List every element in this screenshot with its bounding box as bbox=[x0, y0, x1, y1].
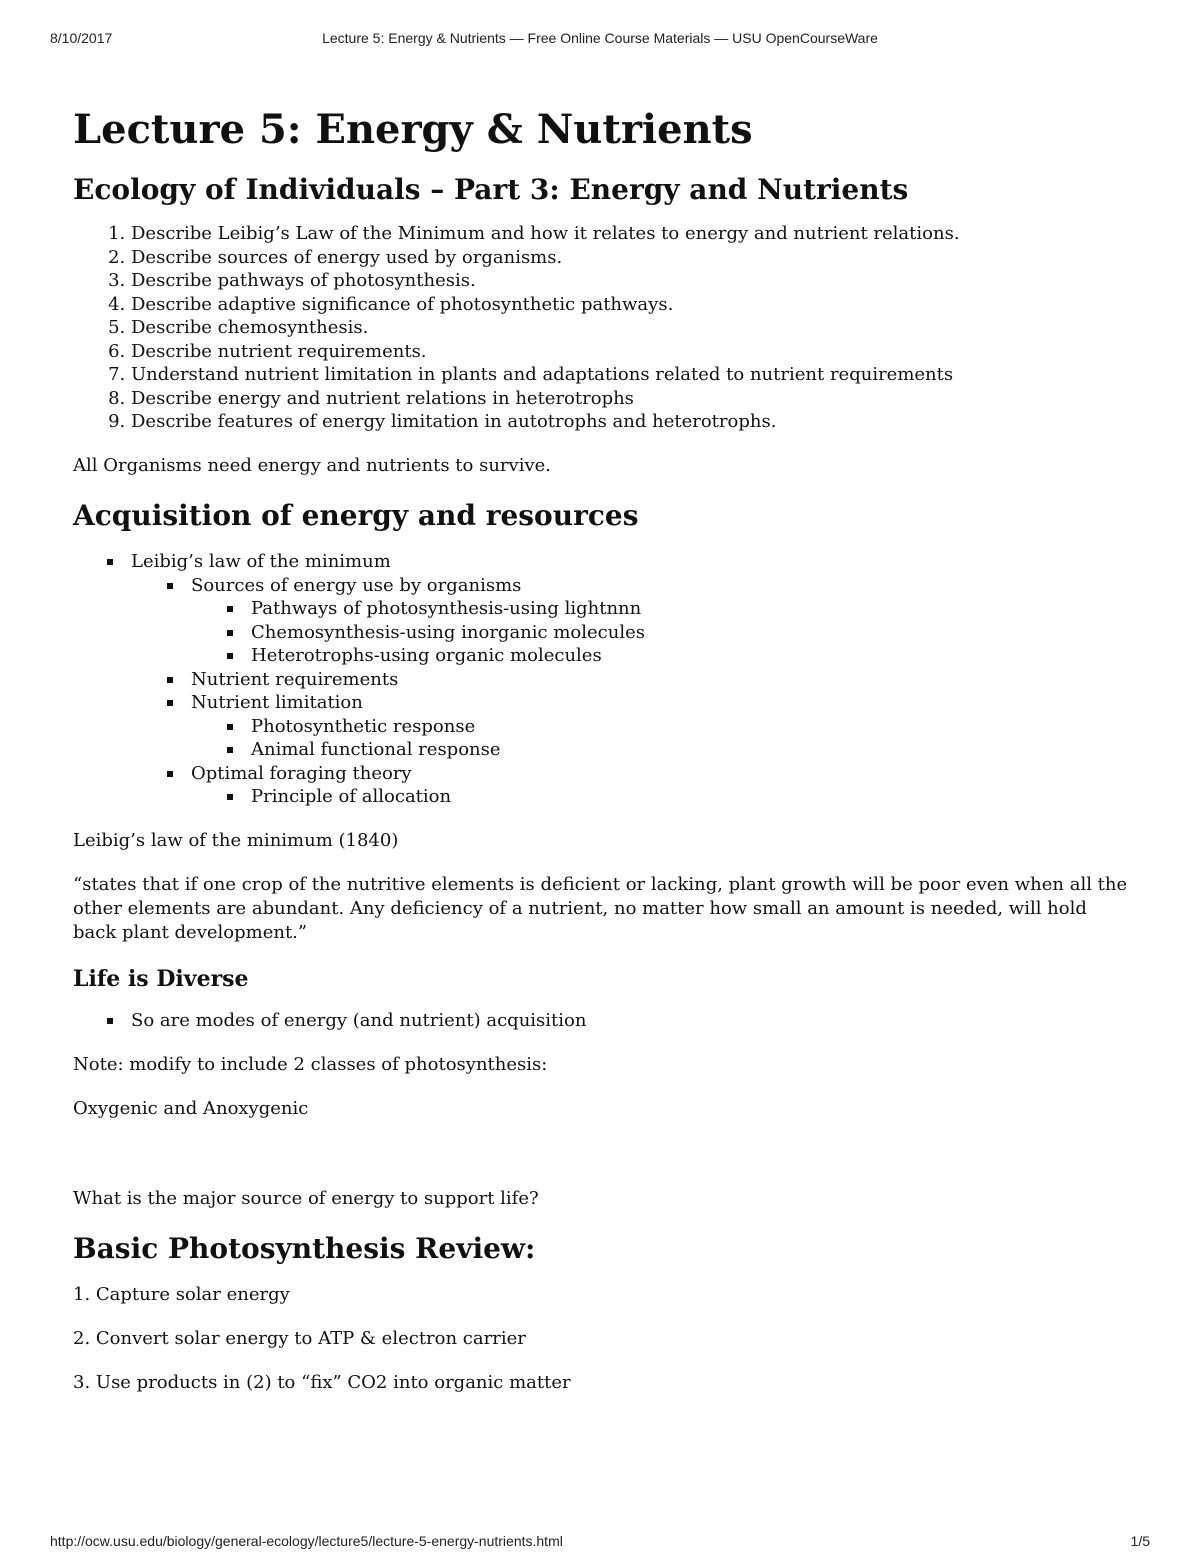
objective-item: 7. Understand nutrient limitation in plants and adaptations related to nutrient requirements bbox=[131, 363, 1133, 387]
outline-item: Photosynthetic response bbox=[251, 715, 1133, 739]
outline-item: Heterotrophs-using organic molecules bbox=[251, 644, 1133, 668]
print-header bbox=[50, 30, 1150, 50]
outline-sublist bbox=[191, 785, 1133, 809]
outline-item-label: Sources of energy use by organisms bbox=[191, 574, 522, 596]
outline-item: Chemosynthesis-using inorganic molecules bbox=[251, 621, 1133, 645]
document-content bbox=[73, 106, 1133, 1415]
outline-item-label: Leibig’s law of the minimum bbox=[131, 551, 391, 573]
note-paragraph: Note: modify to include 2 classes of photosynthesis: bbox=[73, 1053, 548, 1075]
objective-item: 3. Describe pathways of photosynthesis. bbox=[131, 269, 1133, 293]
question-paragraph: What is the major source of energy to support life? bbox=[73, 1187, 539, 1209]
print-url: http://ocw.usu.edu/biology/general-ecology/lecture5/lecture-5-energy-nutrients.html bbox=[50, 1533, 563, 1549]
acquisition-heading: Acquisition of energy and resources bbox=[73, 498, 639, 532]
acquisition-outline bbox=[73, 550, 1133, 809]
outline-item bbox=[191, 762, 1133, 809]
list-item: So are modes of energy (and nutrient) acquisition bbox=[131, 1009, 1133, 1033]
outline-item-label: Nutrient limitation bbox=[191, 692, 363, 714]
spacer bbox=[73, 1141, 1133, 1187]
objectives-list bbox=[73, 222, 1133, 434]
review-step: 3. Use products in (2) to “fix” CO2 into organic matter bbox=[73, 1372, 571, 1394]
review-step: 1. Capture solar energy bbox=[73, 1284, 290, 1306]
outline-item: Pathways of photosynthesis-using lightnnn bbox=[251, 597, 1133, 621]
objective-item: 9. Describe features of energy limitation in autotrophs and heterotrophs. bbox=[131, 410, 1133, 434]
objective-item: 2. Describe sources of energy used by organisms. bbox=[131, 246, 1133, 270]
outline-item: Principle of allocation bbox=[251, 785, 1133, 809]
law-quote: “states that if one crop of the nutritive elements is deficient or lacking, plant growth will be poor even when all the other elements are abundant. Any deficiency of a nutrient, no matter how small an amount is needed, will hold back plant development.” bbox=[73, 873, 1128, 943]
print-page-title: Lecture 5: Energy & Nutrients — Free Online Course Materials — USU OpenCourseWare bbox=[322, 30, 878, 46]
outline-sublist bbox=[191, 715, 1133, 762]
outline-item bbox=[191, 691, 1133, 762]
page-title: Lecture 5: Energy & Nutrients bbox=[73, 106, 753, 153]
objective-item: 5. Describe chemosynthesis. bbox=[131, 316, 1133, 340]
diverse-heading: Life is Diverse bbox=[73, 965, 249, 992]
objective-item: 1. Describe Leibig’s Law of the Minimum and how it relates to energy and nutrient relations. bbox=[131, 222, 1133, 246]
objective-item: 6. Describe nutrient requirements. bbox=[131, 340, 1133, 364]
outline-sublist bbox=[191, 597, 1133, 668]
page-subtitle: Ecology of Individuals – Part 3: Energy and Nutrients bbox=[73, 173, 909, 206]
objective-item: 4. Describe adaptive significance of photosynthetic pathways. bbox=[131, 293, 1133, 317]
outline-item: Nutrient requirements bbox=[191, 668, 1133, 692]
print-date: 8/10/2017 bbox=[50, 30, 113, 46]
classes-paragraph: Oxygenic and Anoxygenic bbox=[73, 1097, 309, 1119]
intro-paragraph: All Organisms need energy and nutrients to survive. bbox=[73, 454, 552, 476]
outline-item: Animal functional response bbox=[251, 738, 1133, 762]
diverse-list bbox=[73, 1009, 1133, 1033]
page-number: 1/5 bbox=[1130, 1533, 1150, 1549]
outline-item bbox=[131, 550, 1133, 809]
review-step: 2. Convert solar energy to ATP & electron carrier bbox=[73, 1328, 526, 1350]
print-footer bbox=[50, 1533, 1150, 1553]
objective-item: 8. Describe energy and nutrient relations in heterotrophs bbox=[131, 387, 1133, 411]
outline-item bbox=[191, 574, 1133, 668]
outline-sublist bbox=[131, 574, 1133, 809]
law-title: Leibig’s law of the minimum (1840) bbox=[73, 829, 399, 851]
review-heading: Basic Photosynthesis Review: bbox=[73, 1231, 536, 1265]
outline-item-label: Optimal foraging theory bbox=[191, 762, 412, 784]
